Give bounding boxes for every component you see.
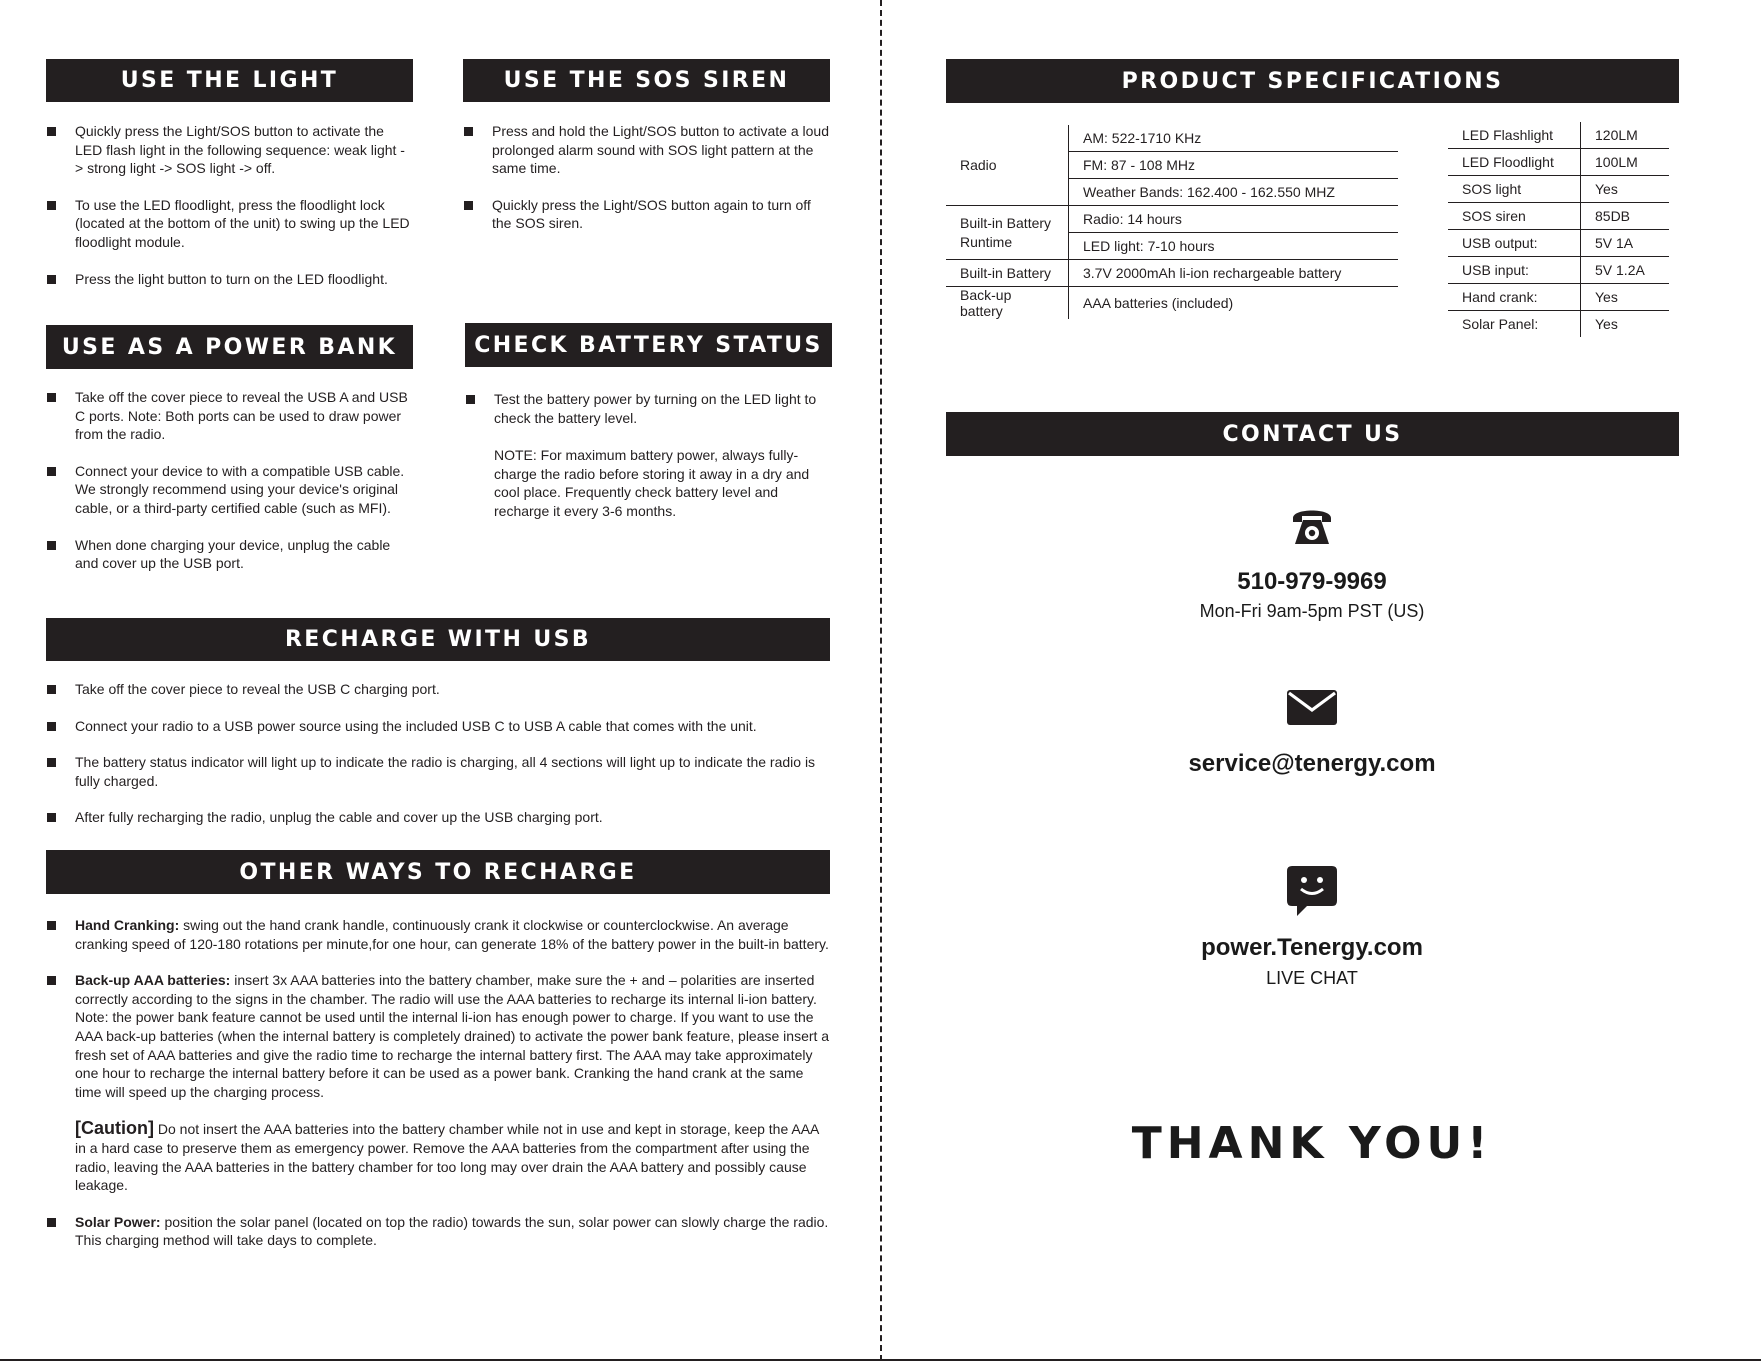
spec-value: 100LM bbox=[1581, 149, 1670, 176]
aaa-batteries-text: insert 3x AAA batteries into the battery chamber, make sure the + and – polarities are inserted correctly according to the signs in the chamber. The radio will use the AAA batteries to recharge its internal li-ion battery. Note: the power bank feature cannot be used until the internal li-ion has enough power to charge. If you want to use the AAA back-up batteries (when the internal battery is completely drained) to activate the power bank feature, please insert a fresh set of AAA batteries and give the radio time to recharge the internal battery first. The AAA may take approximately one hour to recharge the internal battery before it can be used as a power bank. Cranking the hand crank at the same time will speed up the charging process. bbox=[75, 972, 830, 1100]
list-item: To use the LED floodlight, press the floodlight lock (located at the bottom of the unit) to swing up the LED floodlight module. bbox=[46, 196, 411, 252]
spec-value: Yes bbox=[1581, 176, 1670, 203]
aaa-batteries-item bbox=[46, 971, 830, 1101]
contact-email[interactable]: service@tenergy.com bbox=[1188, 750, 1436, 777]
use-light-list bbox=[46, 122, 411, 288]
battery-status-title: CHECK BATTERY STATUS bbox=[474, 332, 823, 358]
spec-value: AAA batteries (included) bbox=[1069, 287, 1399, 320]
use-light-title: USE THE LIGHT bbox=[120, 68, 339, 93]
spec-label: Built-in Battery bbox=[946, 260, 1069, 287]
contact-hours: Mon-Fri 9am-5pm PST (US) bbox=[1199, 601, 1425, 621]
fold-divider bbox=[880, 0, 882, 1361]
power-bank-header bbox=[46, 325, 413, 369]
solar-power-text: position the solar panel (located on top the radio) towards the sun, solar power can slowly charge the radio. This charging method will take days to complete. bbox=[75, 1213, 829, 1249]
list-item: Quickly press the Light/SOS button again to turn off the SOS siren. bbox=[463, 196, 831, 233]
hand-cranking-text: swing out the hand crank handle, continuously crank it clockwise or counterclockwise. An average cranking speed of 120-180 rotations per minute,for one hour, can generate 18% of the battery power in the built-in battery. bbox=[75, 917, 829, 952]
spec-label: LED Floodlight bbox=[1448, 149, 1581, 176]
spec-label: Solar Panel: bbox=[1462, 316, 1539, 332]
other-ways-header bbox=[46, 850, 830, 894]
phone-icon bbox=[1289, 502, 1335, 548]
list-item: Test the battery power by turning on the LED light to check the battery level. bbox=[465, 390, 831, 427]
spec-value: AM: 522-1710 KHz bbox=[1069, 125, 1399, 152]
spec-label: Built-in Battery Runtime bbox=[946, 206, 1069, 260]
list-item: Press and hold the Light/SOS button to activate a loud prolonged alarm sound with SOS light pattern at the same time. bbox=[463, 122, 831, 178]
battery-status-list bbox=[465, 390, 831, 427]
list-item: Take off the cover piece to reveal the USB C charging port. bbox=[46, 680, 830, 699]
chat-icon bbox=[1287, 866, 1337, 917]
contact-chat[interactable]: LIVE CHAT bbox=[1266, 968, 1358, 988]
hand-cranking-label: Hand Cranking: bbox=[75, 917, 180, 933]
list-item: When done charging your device, unplug the cable and cover up the USB port. bbox=[46, 536, 411, 573]
spec-value: Weather Bands: 162.400 - 162.550 MHZ bbox=[1069, 179, 1399, 206]
recharge-usb-title: RECHARGE WITH USB bbox=[284, 627, 592, 652]
spec-label: USB output: bbox=[1448, 230, 1581, 257]
use-light-header bbox=[46, 59, 413, 102]
recharge-usb-list bbox=[46, 680, 830, 827]
caution-text: Do not insert the AAA batteries into the battery chamber while not in use and kept in storage, keep the AAA in a hard case to preserve them as emergency power. Remove the AAA batteries from the compartment after using the radio, leaving the AAA batteries in the battery chamber for too long may over drain the AAA battery and possibly cause leakage. bbox=[75, 1121, 819, 1194]
specs-table-right bbox=[1448, 122, 1669, 337]
spec-label: LED Flashlight bbox=[1448, 122, 1581, 149]
sos-siren-header bbox=[463, 59, 830, 102]
envelope-icon bbox=[1287, 690, 1337, 725]
contact-title: CONTACT US bbox=[1222, 421, 1403, 447]
thank-you: THANK YOU! bbox=[1131, 1118, 1493, 1169]
spec-value: FM: 87 - 108 MHz bbox=[1069, 152, 1399, 179]
spec-value: Radio: 14 hours bbox=[1069, 206, 1399, 233]
solar-power-label: Solar Power: bbox=[75, 1213, 161, 1230]
spec-value: 5V 1.2A bbox=[1581, 257, 1670, 284]
battery-status-header bbox=[465, 323, 832, 367]
power-bank-list bbox=[46, 388, 411, 573]
list-item: The battery status indicator will light up to indicate the radio is charging, all 4 sections will light up to indicate the radio is fully charged. bbox=[46, 753, 830, 790]
spec-value: 5V 1A bbox=[1581, 230, 1670, 257]
spec-value: 85DB bbox=[1581, 203, 1670, 230]
specs-header bbox=[946, 59, 1679, 103]
battery-note: NOTE: For maximum battery power, always fully-charge the radio before storing it away in a dry and cool place. Frequently check battery level and recharge it every 3-6 months. bbox=[494, 447, 810, 519]
list-item: Quickly press the Light/SOS button to activate the LED flash light in the following sequence: weak light -> strong light -> SOS light -> off. bbox=[46, 122, 411, 178]
contact-header bbox=[946, 412, 1679, 456]
list-item: Connect your radio to a USB power source using the included USB C to USB A cable that comes with the unit. bbox=[46, 717, 830, 736]
specs-table-left bbox=[946, 125, 1398, 319]
contact-phone[interactable]: 510-979-9969 bbox=[1237, 568, 1387, 595]
other-ways-title: OTHER WAYS TO RECHARGE bbox=[239, 859, 637, 885]
spec-label: Back-up battery bbox=[960, 287, 1012, 319]
hand-cranking-item bbox=[46, 916, 830, 953]
sos-siren-title: USE THE SOS SIREN bbox=[503, 68, 790, 93]
spec-value: Yes bbox=[1581, 284, 1670, 311]
spec-label: USB input: bbox=[1448, 257, 1581, 284]
contact-site[interactable]: power.Tenergy.com bbox=[1201, 934, 1423, 961]
spec-value: LED light: 7-10 hours bbox=[1069, 233, 1399, 260]
power-bank-title: USE AS A POWER BANK bbox=[61, 334, 398, 360]
sos-siren-list bbox=[463, 122, 831, 233]
list-item: Connect your device to with a compatible USB cable. We strongly recommend using your device's original cable, or a third-party certified cable (such as MFI). bbox=[46, 462, 411, 518]
list-item: Take off the cover piece to reveal the USB A and USB C ports. Note: Both ports can be used to draw power from the radio. bbox=[46, 388, 411, 444]
spec-label: SOS siren bbox=[1448, 203, 1581, 230]
recharge-usb-header bbox=[46, 618, 830, 661]
spec-value: 3.7V 2000mAh li-ion rechargeable battery bbox=[1069, 260, 1399, 287]
spec-label: Radio bbox=[946, 125, 1069, 206]
spec-label: SOS light bbox=[1448, 176, 1581, 203]
list-item: Press the light button to turn on the LED floodlight. bbox=[46, 270, 411, 289]
list-item: After fully recharging the radio, unplug the cable and cover up the USB charging port. bbox=[46, 808, 830, 827]
caution-label: [Caution] bbox=[75, 1118, 154, 1139]
spec-value: Yes bbox=[1581, 311, 1670, 338]
aaa-batteries-label: Back-up AAA batteries: bbox=[75, 972, 231, 989]
spec-value: 120LM bbox=[1581, 122, 1670, 149]
specs-title: PRODUCT SPECIFICATIONS bbox=[1121, 68, 1504, 94]
other-ways-list bbox=[46, 916, 830, 1250]
spec-label: Hand crank: bbox=[1448, 284, 1581, 311]
caution-item bbox=[46, 1119, 830, 1194]
solar-power-item bbox=[46, 1213, 830, 1250]
